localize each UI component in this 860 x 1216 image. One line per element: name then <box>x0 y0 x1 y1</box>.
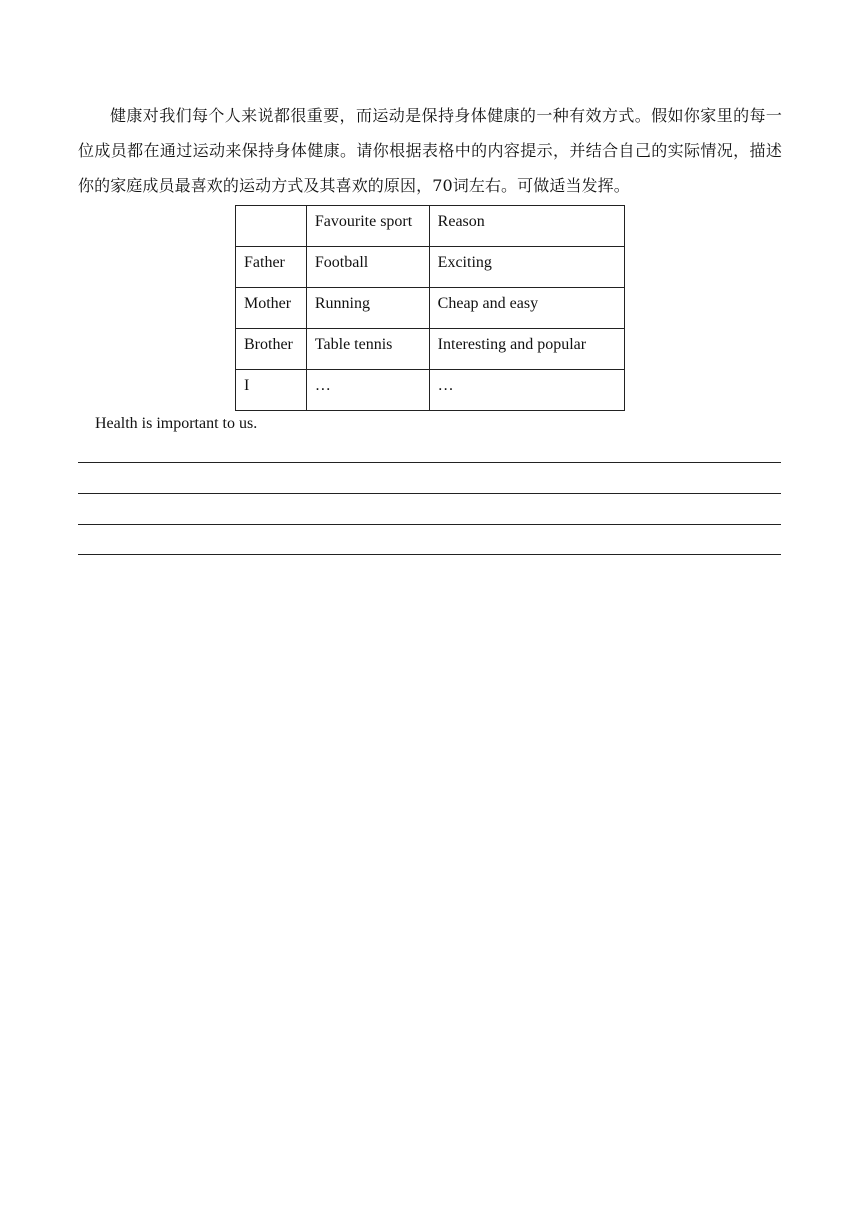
table-header-row <box>236 206 625 247</box>
table-cell: Mother <box>236 288 307 329</box>
table-row <box>236 247 625 288</box>
sports-table <box>235 205 625 411</box>
table-cell: Interesting and popular <box>429 329 624 370</box>
table-header-cell: Reason <box>429 206 624 247</box>
table-cell: I <box>236 370 307 411</box>
table-cell: Table tennis <box>306 329 429 370</box>
table-header-cell <box>236 206 307 247</box>
essay-starter-sentence: Health is important to us. <box>95 415 258 432</box>
writing-prompt: 健康对我们每个人来说都很重要，而运动是保持身体健康的一种有效方式。假如你家里的每一位成员都在通过运动来保持身体健康。请你根据表格中的内容提示，并结合自己的实际情况，描述你的家庭成员最喜欢的运动方式及其喜欢的原因，70词左右。可做适当发挥。 <box>78 106 782 195</box>
table-cell: … <box>429 370 624 411</box>
table-row <box>236 329 625 370</box>
table-cell: … <box>306 370 429 411</box>
table-cell: Father <box>236 247 307 288</box>
table-cell: Football <box>306 247 429 288</box>
answer-line[interactable] <box>78 462 781 463</box>
table-row <box>236 370 625 411</box>
table-cell: Exciting <box>429 247 624 288</box>
table-cell: Brother <box>236 329 307 370</box>
table-cell: Running <box>306 288 429 329</box>
table-row <box>236 288 625 329</box>
table-cell: Cheap and easy <box>429 288 624 329</box>
answer-line[interactable] <box>78 554 781 555</box>
answer-line[interactable] <box>78 524 781 525</box>
table-header-cell: Favourite sport <box>306 206 429 247</box>
answer-line[interactable] <box>78 493 781 494</box>
